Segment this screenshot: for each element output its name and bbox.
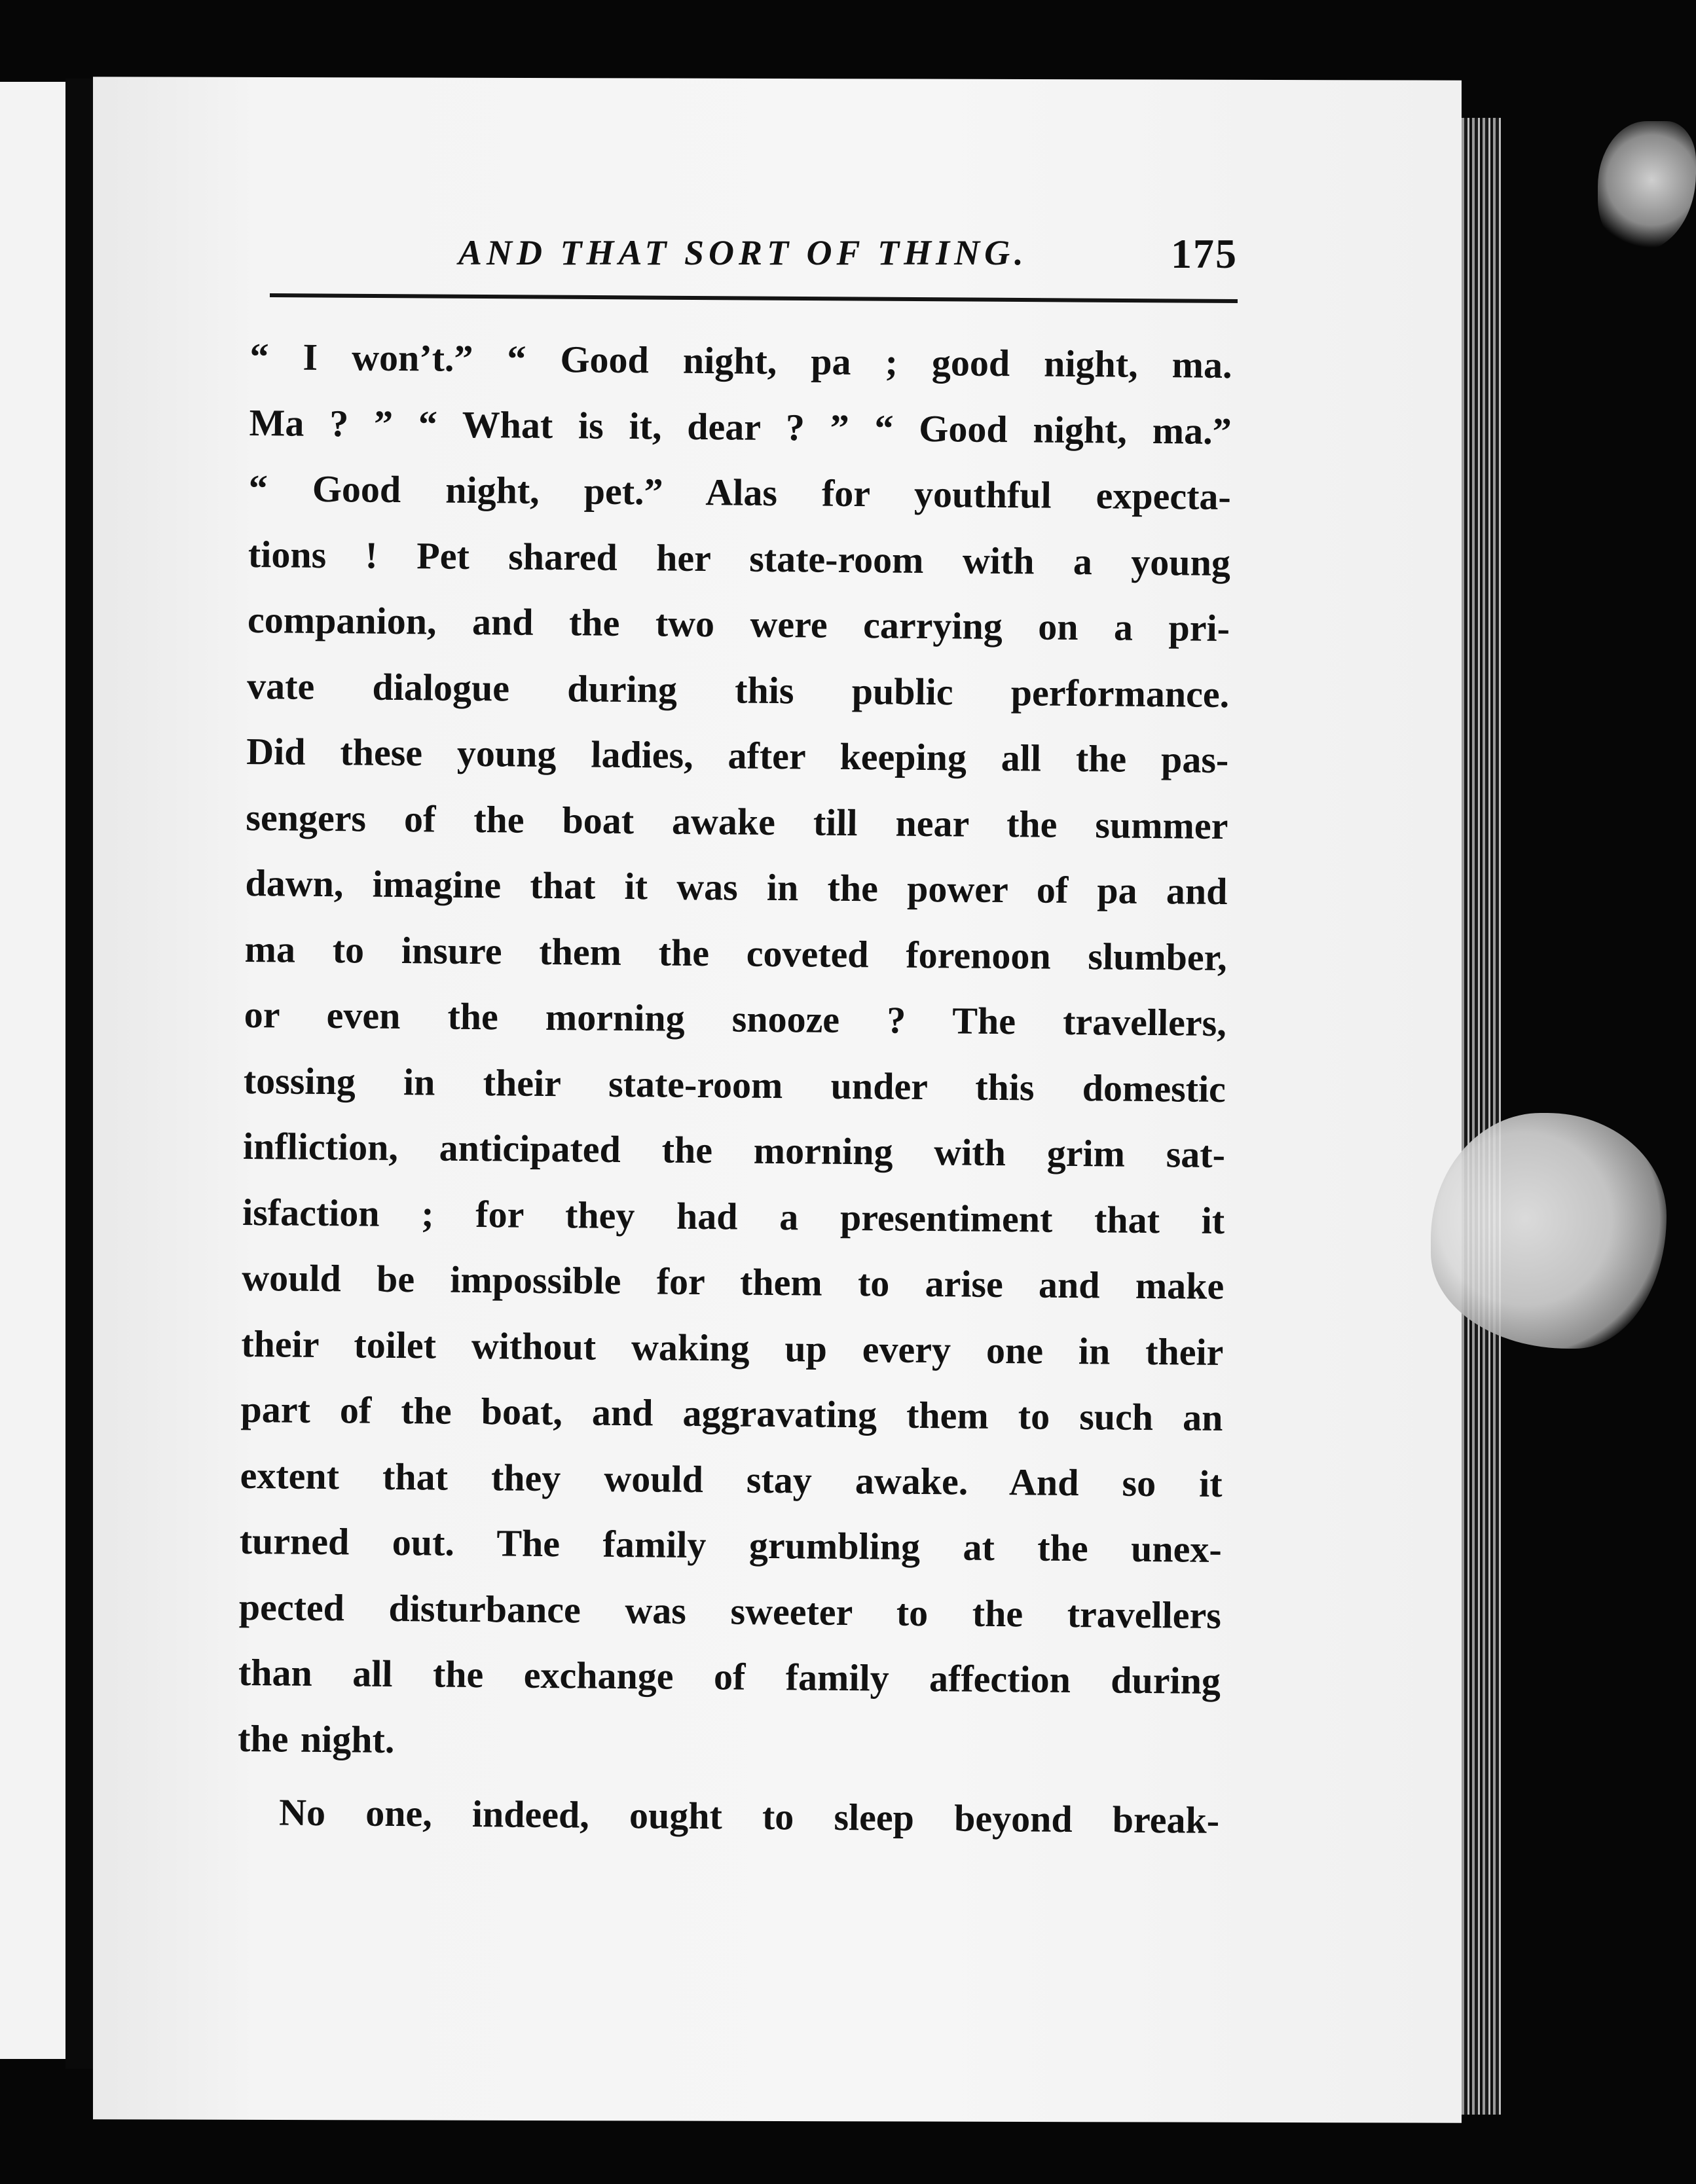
page-number: 175 bbox=[1171, 230, 1238, 277]
text-line: “ I won’t.” “ Good night, pa ; good night, ma. bbox=[249, 335, 1232, 387]
facing-page-edge bbox=[0, 82, 65, 2059]
text-line: isfaction ; for they had a presentiment that it bbox=[242, 1190, 1225, 1242]
paragraph-start-line: No one, indeed, ought to sleep beyond break- bbox=[278, 1791, 1220, 1842]
text-line: sengers of the boat awake till near the summer bbox=[246, 795, 1228, 847]
text-line: part of the boat, and aggravating them to such an bbox=[240, 1387, 1223, 1440]
text-line: companion, and the two were carrying on a pri- bbox=[247, 598, 1230, 650]
corner-damage-stain bbox=[1598, 121, 1696, 252]
body-text bbox=[237, 324, 1232, 1854]
text-line: tossing in their state-room under this domestic bbox=[243, 1059, 1226, 1110]
text-line: tions ! Pet shared her state-room with a young bbox=[248, 532, 1231, 584]
text-line: dawn, imagine that it was in the power of pa and bbox=[245, 861, 1228, 913]
running-head bbox=[268, 232, 1238, 285]
text-line: pected disturbance was sweeter to the travellers bbox=[238, 1585, 1222, 1637]
text-line: Did these young ladies, after keeping all the pas- bbox=[246, 729, 1229, 782]
binding-gutter bbox=[65, 79, 93, 2069]
paper-damage-stain bbox=[1431, 1113, 1667, 1349]
text-line: infliction, anticipated the morning with grim sat- bbox=[242, 1124, 1226, 1176]
text-line: turned out. The family grumbling at the unex- bbox=[239, 1519, 1223, 1571]
text-line: or even the morning snooze ? The travellers, bbox=[244, 992, 1227, 1045]
text-line: than all the exchange of family affection during bbox=[238, 1650, 1221, 1703]
running-title: AND THAT SORT OF THING. bbox=[458, 233, 1028, 272]
text-line: extent that they would stay awake. And so it bbox=[240, 1453, 1223, 1505]
text-line: their toilet without waking up every one in their bbox=[241, 1322, 1224, 1374]
text-line: Ma ? ” “ What is it, dear ? ” “ Good night, ma.” bbox=[249, 401, 1232, 452]
text-line: vate dialogue during this public performance. bbox=[246, 664, 1230, 716]
text-line: “ Good night, pet.” Alas for youthful expecta- bbox=[248, 466, 1232, 519]
text-line: the night. bbox=[237, 1717, 395, 1761]
text-line: would be impossible for them to arise and make bbox=[242, 1256, 1225, 1308]
text-line: ma to insure them the coveted forenoon slumber, bbox=[244, 927, 1227, 979]
page-stack-edges bbox=[1462, 118, 1501, 2115]
